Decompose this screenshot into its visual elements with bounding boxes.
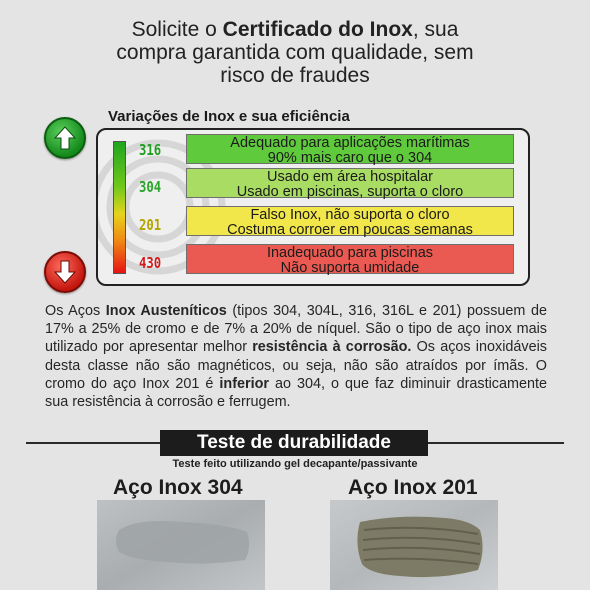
- sample-title-201: Aço Inox 201: [348, 476, 478, 499]
- headline-line-1: [20, 18, 570, 41]
- intro-text: Os Aços: [45, 303, 106, 319]
- grade-row-430: [186, 244, 514, 274]
- grade-number-316: 316: [139, 141, 162, 159]
- grade-desc-line: Usado em piscinas, suporta o cloro: [236, 184, 464, 200]
- test-caption: Teste feito utilizando gel decapante/passivante: [172, 458, 418, 470]
- headline: [20, 18, 570, 87]
- intro-paragraph: [45, 302, 547, 411]
- test-banner: Teste de durabilidade: [160, 430, 428, 456]
- grade-desc-line: Usado em área hospitalar: [266, 169, 434, 185]
- grade-row-316: [186, 134, 514, 164]
- arrow-down-icon: [44, 251, 86, 293]
- sample-title-304: Aço Inox 304: [113, 476, 243, 499]
- grade-number-201: 201: [139, 216, 162, 234]
- arrow-up-icon: [44, 117, 86, 159]
- quality-gauge: [113, 141, 126, 274]
- grade-row-201: [186, 206, 514, 236]
- intro-text: Os aços inoxidáveis desta classe não são magnéticos, ou seja, não são atraídos por ímãs. O cromo do aço Inox 201 é: [45, 339, 547, 392]
- grade-desc-line: 90% mais caro que o 304: [267, 150, 433, 166]
- intro-bold: inferior: [219, 375, 269, 392]
- grade-number-430: 430: [139, 254, 162, 272]
- intro-bold: resistência à corrosão.: [252, 339, 412, 356]
- section-title: Variações de Inox e sua eficiência: [108, 108, 350, 125]
- sample-photo-201: [330, 500, 498, 590]
- grade-desc-line: Inadequado para piscinas: [266, 245, 434, 261]
- intro-bold: Inox Austeníticos: [105, 303, 227, 319]
- headline-bold-text: Certificado do Inox: [222, 18, 413, 41]
- headline-line-3: risco de fraudes: [220, 64, 370, 87]
- headline-text: Solicite o: [131, 18, 223, 41]
- intro-text: (tipos 304, 304L, 316, 316L e 201) possuem de 17% a 25% de cromo e de 7% a 20% de níquel. São o tipo de aço inox mais utilizado por apresentar melhor: [45, 303, 547, 356]
- grade-desc-line: Falso Inox, não suporta o cloro: [250, 207, 450, 223]
- headline-text: , sua: [412, 18, 459, 41]
- grade-desc-line: Adequado para aplicações marítimas: [230, 135, 470, 151]
- grade-desc-line: Não suporta umidade: [280, 260, 420, 276]
- grade-desc-line: Costuma corroer em poucas semanas: [227, 222, 473, 238]
- sample-photo-304: [97, 500, 265, 590]
- headline-line-2: compra garantida com qualidade, sem: [116, 41, 474, 64]
- grade-row-304: [186, 168, 514, 198]
- intro-text: ao 304, o que faz diminuir drasticamente sua resistência à corrosão e ferrugem.: [45, 375, 547, 411]
- grade-number-304: 304: [139, 178, 162, 196]
